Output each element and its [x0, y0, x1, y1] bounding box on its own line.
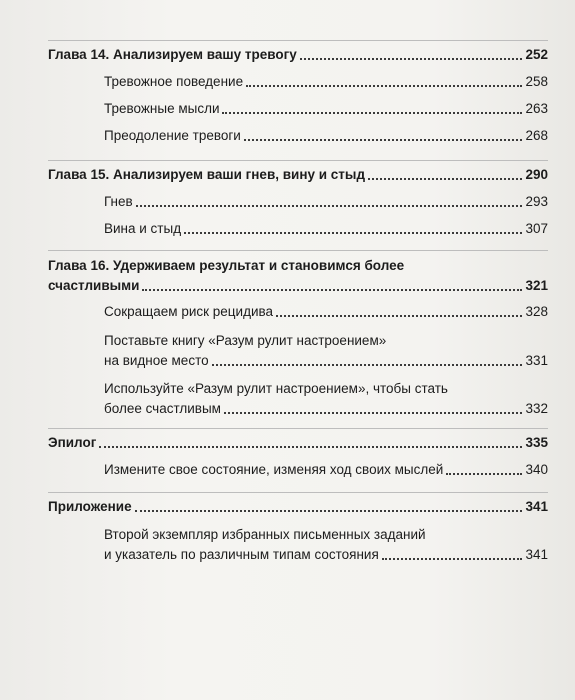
- toc-title: Эпилог: [48, 435, 97, 450]
- toc-section[interactable]: [48, 219, 548, 239]
- toc-title-line: Поставьте книгу «Разум рулит настроением»: [104, 333, 387, 348]
- leader-dots: [222, 112, 522, 114]
- toc-page: 290: [525, 167, 548, 182]
- toc-page: 293: [525, 194, 548, 209]
- toc-section[interactable]: [48, 379, 548, 419]
- toc-title: на видное место: [104, 353, 209, 368]
- leader-dots: [246, 85, 522, 87]
- toc-page: 341: [525, 499, 548, 514]
- toc-page: 332: [525, 401, 548, 416]
- toc-title: более счастливым: [104, 401, 221, 416]
- toc-epilogue[interactable]: [48, 433, 548, 453]
- toc-section[interactable]: [48, 72, 548, 92]
- toc-page: 340: [525, 462, 548, 477]
- toc-page: 263: [525, 101, 548, 116]
- divider: [48, 160, 548, 161]
- leader-dots: [136, 205, 523, 207]
- toc-section[interactable]: [48, 460, 548, 480]
- leader-dots: [212, 364, 523, 366]
- divider: [48, 492, 548, 493]
- leader-dots: [382, 558, 523, 560]
- toc-appendix[interactable]: [48, 497, 548, 517]
- toc-title-line: Глава 16. Удерживаем результат и становимся более: [48, 258, 405, 273]
- toc-title: и указатель по различным типам состояния: [104, 547, 379, 562]
- toc-section[interactable]: [48, 126, 548, 146]
- leader-dots: [276, 315, 522, 317]
- toc-title: Сокращаем риск рецидива: [104, 304, 274, 319]
- toc-chapter-16[interactable]: [48, 256, 548, 296]
- toc-title-line: Используйте «Разум рулит настроением», чтобы стать: [104, 381, 448, 396]
- toc-title: Тревожное поведение: [104, 74, 244, 89]
- divider: [48, 40, 548, 41]
- leader-dots: [135, 510, 523, 512]
- toc-page: 307: [525, 221, 548, 236]
- toc-chapter-15[interactable]: [48, 165, 548, 185]
- toc-title: Глава 14. Анализируем вашу тревогу: [48, 47, 297, 62]
- divider: [48, 250, 548, 251]
- toc-page: 335: [525, 435, 548, 450]
- toc-page: 331: [525, 353, 548, 368]
- toc-title: Глава 15. Анализируем ваши гнев, вину и стыд: [48, 167, 366, 182]
- toc-page: 268: [525, 128, 548, 143]
- toc-title: Тревожные мысли: [104, 101, 220, 116]
- toc-page: 328: [525, 304, 548, 319]
- toc-title: Вина и стыд: [104, 221, 182, 236]
- toc-title-line: Второй экземпляр избранных письменных заданий: [104, 527, 426, 542]
- toc-page: 321: [525, 278, 548, 293]
- leader-dots: [368, 178, 522, 180]
- leader-dots: [224, 412, 523, 414]
- toc-title: Гнев: [104, 194, 133, 209]
- toc-page: 341: [525, 547, 548, 562]
- divider: [48, 428, 548, 429]
- toc-page: 258: [525, 74, 548, 89]
- toc-title: счастливыми: [48, 278, 140, 293]
- leader-dots: [300, 58, 523, 60]
- toc-title: Приложение: [48, 499, 132, 514]
- toc-section[interactable]: [48, 302, 548, 322]
- leader-dots: [99, 446, 522, 448]
- toc-section[interactable]: [48, 99, 548, 119]
- toc-section[interactable]: [48, 192, 548, 212]
- toc-page: 252: [525, 47, 548, 62]
- toc-section[interactable]: [48, 331, 548, 371]
- toc-title: Измените свое состояние, изменяя ход своих мыслей: [104, 462, 444, 477]
- leader-dots: [142, 289, 522, 291]
- leader-dots: [446, 473, 522, 475]
- leader-dots: [244, 139, 523, 141]
- leader-dots: [184, 232, 522, 234]
- toc-chapter-14[interactable]: [48, 45, 548, 65]
- toc-section[interactable]: [48, 525, 548, 565]
- toc-title: Преодоление тревоги: [104, 128, 241, 143]
